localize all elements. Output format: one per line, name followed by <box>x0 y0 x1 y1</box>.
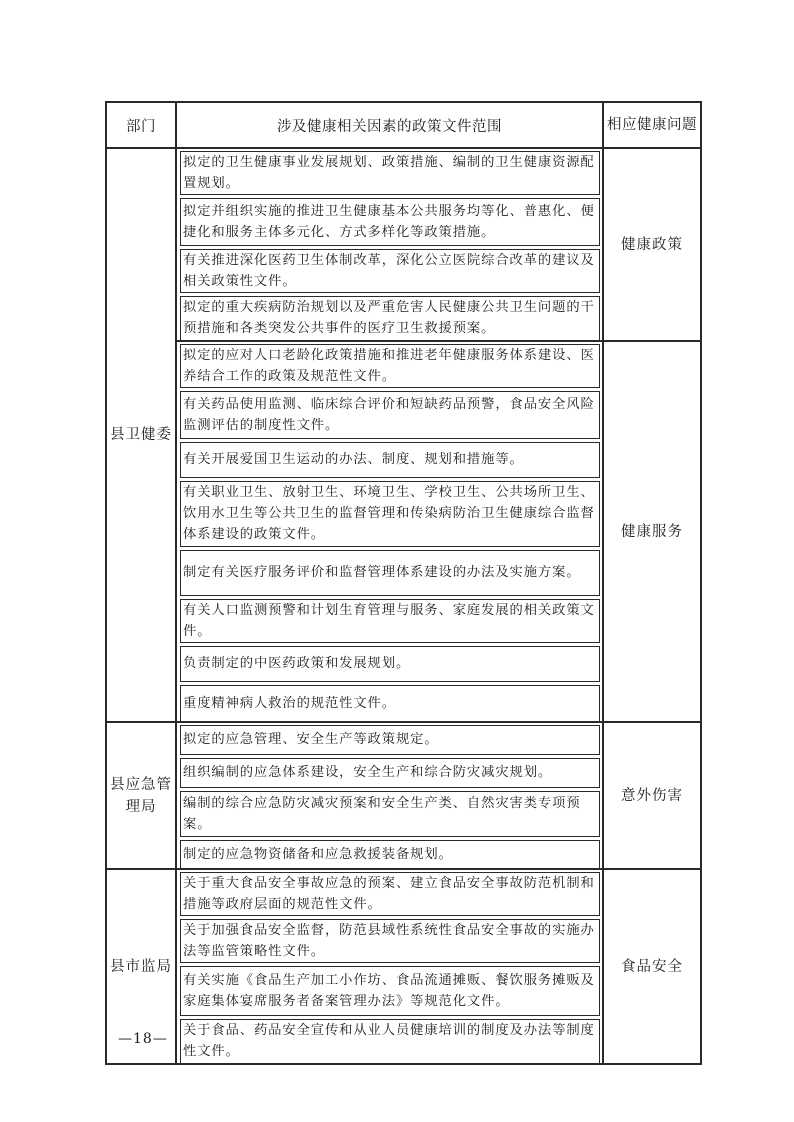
list-item: 关于重大食品安全事故应急的预案、建立食品安全事故防范机制和措施等政府层面的规范性文件。 <box>180 872 600 916</box>
scope-cell <box>176 341 603 722</box>
scope-cell <box>176 869 603 1064</box>
issue-cell <box>603 722 701 869</box>
scope-cell <box>176 722 603 869</box>
list-item: 重度精神病人救治的规范性文件。 <box>180 685 600 721</box>
list-item: 组织编制的应急体系建设，安全生产和综合防灾减灾规划。 <box>180 758 600 788</box>
table-row <box>106 722 701 869</box>
list-item: 关于食品、药品安全宣传和从业人员健康培训的制度及办法等制度性文件。 <box>180 1019 600 1063</box>
dept-cell <box>106 148 176 722</box>
list-item: 拟定的应急管理、安全生产等政策规定。 <box>180 725 600 755</box>
list-item: 编制的综合应急防灾减灾预案和安全生产类、自然灾害类专项预案。 <box>180 791 600 837</box>
issue-label: 健康政策 <box>621 236 683 253</box>
list-item: 制定有关医疗服务评价和监督管理体系建设的办法及实施方案。 <box>180 550 600 596</box>
dept-label: 县应急管理局 <box>110 776 172 815</box>
dept-label: 县卫健委 <box>110 427 172 443</box>
table-header-row <box>106 102 701 148</box>
policy-table <box>105 101 702 1065</box>
list-item: 有关药品使用监测、临床综合评价和短缺药品预警，食品安全风险监测评估的制度性文件。 <box>180 391 600 439</box>
header-dept: 部门 <box>106 102 176 148</box>
list-item: 有关推进深化医药卫生体制改革，深化公立医院综合改革的建议及相关政策性文件。 <box>180 249 600 293</box>
issue-label: 健康服务 <box>621 523 683 540</box>
dept-label: 县市监局 <box>110 958 172 975</box>
table-row <box>106 148 701 341</box>
header-scope: 涉及健康相关因素的政策文件范围 <box>176 102 603 148</box>
issue-label: 意外伤害 <box>621 787 683 804</box>
issue-cell <box>603 148 701 341</box>
dept-cell <box>106 722 176 869</box>
table-row <box>106 341 701 722</box>
list-item: 制定的应急物资储备和应急救援装备规划。 <box>180 840 600 868</box>
list-item: 有关人口监测预警和计划生育管理与服务、家庭发展的相关政策文件。 <box>180 599 600 643</box>
issue-label: 食品安全 <box>621 958 683 975</box>
list-item: 有关实施《食品生产加工小作坊、食品流通摊贩、餐饮服务摊贩及家庭集体宴席服务者备案管理办法》等规范化文件。 <box>180 966 600 1016</box>
list-item: 有关开展爱国卫生运动的办法、制度、规划和措施等。 <box>180 442 600 478</box>
list-item: 拟定的应对人口老龄化政策措施和推进老年健康服务体系建设、医养结合工作的政策及规范性文件。 <box>180 344 600 388</box>
table-row <box>106 869 701 1064</box>
list-item: 拟定并组织实施的推进卫生健康基本公共服务均等化、普惠化、便捷化和服务主体多元化、方式多样化等政策措施。 <box>180 198 600 246</box>
issue-cell <box>603 341 701 722</box>
list-item: 拟定的重大疾病防治规划以及严重危害人民健康公共卫生问题的干预措施和各类突发公共事件的医疗卫生救援预案。 <box>180 296 600 340</box>
issue-cell <box>603 869 701 1064</box>
list-item: 负责制定的中医药政策和发展规划。 <box>180 646 600 682</box>
list-item: 有关职业卫生、放射卫生、环境卫生、学校卫生、公共场所卫生、饮用水卫生等公共卫生的监督管理和传染病防治卫生健康综合监督体系建设的政策文件。 <box>180 481 600 547</box>
list-item: 拟定的卫生健康事业发展规划、政策措施、编制的卫生健康资源配置规划。 <box>180 151 600 195</box>
scope-cell <box>176 148 603 341</box>
page-number: —18— <box>118 1031 168 1047</box>
header-issue: 相应健康问题 <box>603 102 701 148</box>
list-item: 关于加强食品安全监督，防范县域性系统性食品安全事故的实施办法等监管策略性文件。 <box>180 919 600 963</box>
